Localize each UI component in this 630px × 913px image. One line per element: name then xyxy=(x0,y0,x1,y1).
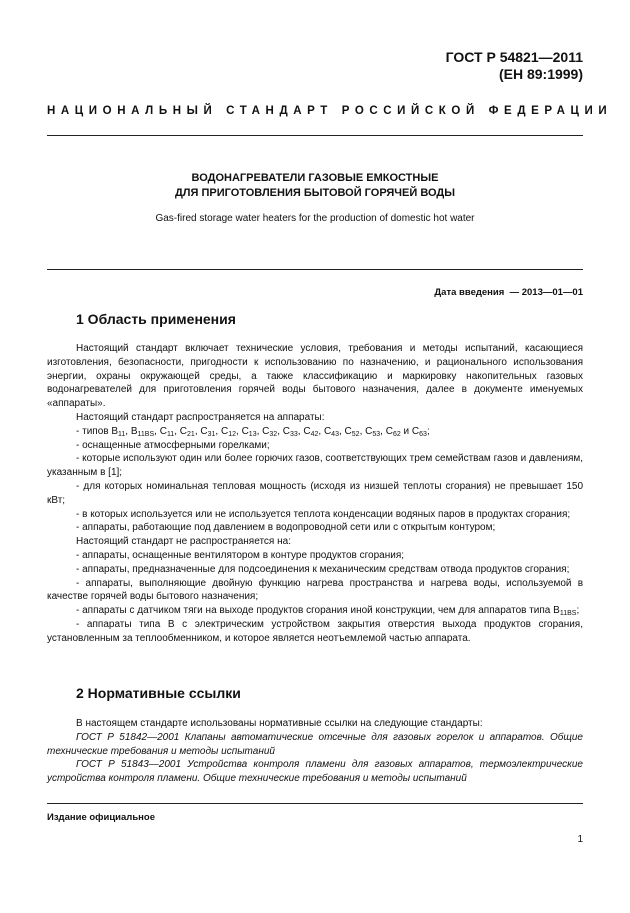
appliance-type: $C_{42}$ xyxy=(303,425,319,438)
appliance-type: $C_{33}$ xyxy=(282,425,298,438)
appliance-type: $C_{12}$ xyxy=(220,425,236,438)
paragraph: Настоящий стандарт включает технические условия, требования и методы испытаний, касающиеся изготовления, безопасности, пригодности к использованию по назначению, и рационального использования энергии, охраны окружающей среды, а также классификацию и маркировку накопительных газовых водонагревателей для приготовления горячей воды бытового назначения, далее в документе именуемых «аппараты». xyxy=(47,343,583,410)
appliance-type: $C_{63}$ xyxy=(411,425,427,438)
appliance-type: $B_{11}$ xyxy=(111,425,126,438)
list-item: - аппараты, работающие под давлением в водопроводной сети или с открытым контуром; xyxy=(76,522,496,534)
introduction-date xyxy=(434,287,583,298)
title-line-2: ДЛЯ ПРИГОТОВЛЕНИЯ БЫТОВОЙ ГОРЯЧЕЙ ВОДЫ xyxy=(174,187,456,199)
document-title xyxy=(47,171,583,201)
list-item: - для которых номинальная тепловая мощность (исходя из низшей теплоты сгорания) не превышает 150 кВт; xyxy=(47,480,583,506)
gost-number: ГОСТ Р 54821—2011 xyxy=(445,49,583,65)
appliance-type: $C_{43}$ xyxy=(323,425,339,438)
list-item-types: - типов $B_{11}$, $B_{11BS}$, $C_{11}$, $C_{21}$, $C_{31}$, $C_{12}$, $C_{13}$, $C_{32}$, $C_{33}$, $C_{42}$, $C_{43}$, $C_{52}$, $C_{53}$, $C_{62}$ и $C_{63}$; xyxy=(76,425,430,438)
list-item: - оснащенные атмосферными горелками; xyxy=(76,439,270,451)
title-rule xyxy=(47,269,583,270)
official-edition-label: Издание официальное xyxy=(47,812,155,823)
list-item: - аппараты с датчиком тяги на выходе продуктов сгорания иной конструкции, чем для аппаратов типа $B_{11BS}$; xyxy=(76,605,580,618)
appliance-type: $C_{53}$ xyxy=(365,425,381,438)
list-item: - которые используют один или более горючих газов, соответствующих трем семействам газов и давлениям, указанным в [1]; xyxy=(47,453,584,479)
section-2-heading: 2 Нормативные ссылки xyxy=(76,685,241,701)
appliance-type: $C_{21}$ xyxy=(179,425,195,438)
list-item: - аппараты, выполняющие двойную функцию нагрева пространства и нагрева воды, используемой в качестве горячей воды бытового назначения; xyxy=(47,577,583,603)
list-item: - в которых используется или не используется теплота конденсации водяных паров в продуктах сгорания; xyxy=(76,508,571,520)
list-item: - аппараты типа B с электрическим устройством закрытия отверстия выхода продуктов сгорания, установленным за теплообменником, и которое является неотъемлемой частью аппарата. xyxy=(47,618,583,644)
section-1-heading: 1 Область применения xyxy=(76,311,236,327)
gost-number-block xyxy=(446,49,583,83)
appliance-type: $C_{62}$ xyxy=(385,425,401,438)
section-1-body xyxy=(47,342,583,646)
national-standard-banner: НАЦИОНАЛЬНЫЙ СТАНДАРТ РОССИЙСКОЙ ФЕДЕРАЦИИ xyxy=(47,105,613,117)
section-2-body xyxy=(47,717,583,786)
footer-rule xyxy=(47,803,583,804)
reference-item: ГОСТ Р 51843—2001 Устройства контроля пламени для газовых аппаратов, термоэлектрические устройства контроля пламени. Общие технические требования и методы испытаний xyxy=(47,759,583,785)
introduction-date-value: — 2013—01—01 xyxy=(509,287,583,298)
appliance-type: $C_{52}$ xyxy=(344,425,360,438)
introduction-date-label: Дата введения xyxy=(434,287,505,298)
appliance-type: $C_{32}$ xyxy=(262,425,278,438)
en-equivalent: (ЕН 89:1999) xyxy=(498,66,583,82)
list-item: - аппараты, предназначенные для подсоединения к механическим средствам отвода продуктов сгорания; xyxy=(76,563,570,575)
paragraph: В настоящем стандарте использованы нормативные ссылки на следующие стандарты: xyxy=(76,718,483,729)
appliance-type: $C_{13}$ xyxy=(241,425,257,438)
title-line-1: ВОДОНАГРЕВАТЕЛИ ГАЗОВЫЕ ЕМКОСТНЫЕ xyxy=(191,172,439,184)
reference-item: ГОСТ Р 51842—2001 Клапаны автоматические отсечные для газовых горелок и аппаратов. Общие технические требования и методы испытаний xyxy=(47,731,583,757)
page-number: 1 xyxy=(577,834,583,845)
header-rule xyxy=(47,135,583,136)
appliance-types-list: $B_{11}$, $B_{11BS}$, $C_{11}$, $C_{21}$, $C_{31}$, $C_{12}$, $C_{13}$, $C_{32}$, $C_{33}$, $C_{42}$, $C_{43}$, $C_{52}$, $C_{53}$, $C_{62}$ xyxy=(111,425,401,438)
paragraph: Настоящий стандарт распространяется на аппараты: xyxy=(76,411,325,423)
english-title: Gas-fired storage water heaters for the production of domestic hot water xyxy=(155,213,475,224)
paragraph: Настоящий стандарт не распространяется на: xyxy=(76,536,291,548)
list-item: - аппараты, оснащенные вентилятором в контуре продуктов сгорания; xyxy=(76,549,405,561)
appliance-type: $B_{11BS}$ xyxy=(130,425,155,438)
appliance-type: $C_{31}$ xyxy=(200,425,216,438)
appliance-type: $C_{11}$ xyxy=(159,425,175,438)
